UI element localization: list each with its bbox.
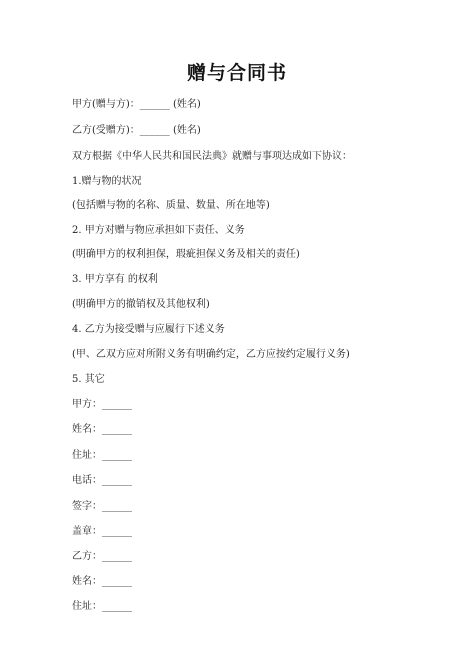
clause-2-note: (明确甲方的权利担保，瑕疵担保义务及相关的责任)	[72, 249, 300, 260]
party-b-name: 姓名：______	[72, 576, 132, 587]
party-b-signature: 乙方：______	[72, 551, 132, 562]
party-a-sign: 签字：______	[72, 501, 132, 512]
party-a-address: 住址：______	[72, 450, 132, 461]
party-a-signature: 甲方：______	[72, 399, 132, 410]
clause-5-heading: 5. 其它	[72, 374, 105, 385]
party-b-address: 住址：______	[72, 601, 132, 612]
party-b-line: 乙方(受赠方)：______ (姓名)	[72, 125, 201, 136]
party-a-name: 姓名：______	[72, 424, 132, 435]
clause-4-heading: 4. 乙方为接受赠与应履行下述义务	[72, 324, 225, 335]
clause-3-heading: 3. 甲方享有 的权利	[72, 274, 158, 285]
document-title: 赠与合同书	[186, 62, 287, 84]
party-a-phone: 电话：______	[72, 475, 132, 486]
clause-1-heading: 1.赠与物的状况	[72, 176, 142, 187]
clause-4-note: (甲、乙双方应对所附义务有明确约定，乙方应按约定履行义务)	[72, 349, 350, 360]
clause-3-note: (明确甲方的撤销权及其他权利)	[72, 299, 210, 310]
clause-2-heading: 2. 甲方对赠与物应承担如下责任、义务	[72, 225, 245, 236]
party-a-seal: 盖章：______	[72, 526, 132, 537]
agreement-intro: 双方根据《中华人民共和国民法典》就赠与事项达成如下协议：	[72, 151, 352, 162]
party-a-line: 甲方(赠与方)：______ (姓名)	[72, 99, 201, 110]
clause-1-note: (包括赠与物的名称、质量、数量、所在地等)	[72, 200, 270, 211]
